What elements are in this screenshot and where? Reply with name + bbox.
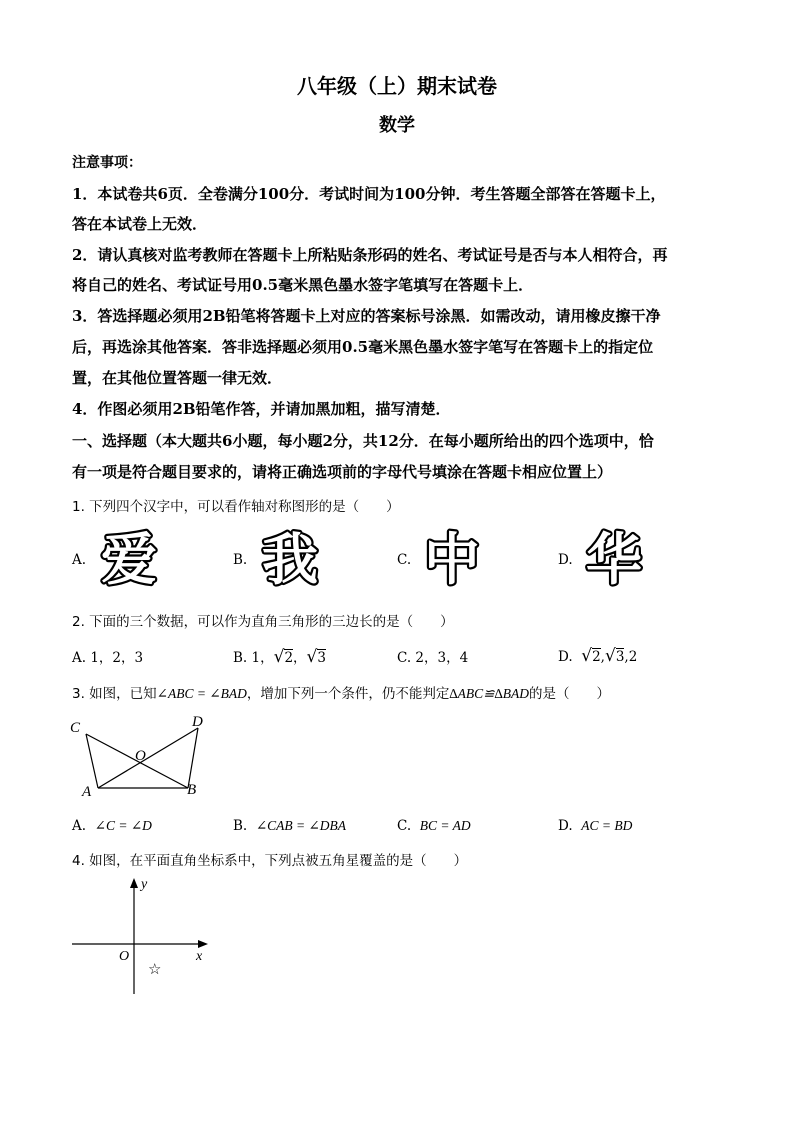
q3-option-b	[233, 818, 346, 834]
glyph-outline: 我	[262, 530, 318, 590]
q1-option-a-character	[93, 528, 165, 590]
option-formula: BC = AD	[419, 818, 471, 833]
q1-option-b-label: B.	[233, 552, 248, 568]
exam-title: 八年级（上）期末试卷	[297, 74, 497, 98]
segment-bd	[188, 728, 198, 788]
q2-option-a: A. 1，2，3	[72, 650, 144, 666]
q3-stem-formula: ∠ABC = ∠BAD	[156, 686, 247, 701]
y-axis-arrow	[130, 878, 138, 888]
option-label: A.	[72, 818, 87, 834]
q2-option-c: C. 2，3，4	[397, 650, 469, 666]
q1-option-d-character	[578, 528, 650, 590]
q1-option-a-label: A.	[72, 552, 87, 568]
notes-line: 答在本试卷上无效．	[72, 215, 208, 233]
notes-line: 将自己的姓名、考试证号用0.5毫米黑色墨水签字笔填写在答题卡上．	[72, 276, 534, 294]
q4-stem: 4. 如图，在平面直角坐标系中，下列点被五角星覆盖的是（ ）	[72, 853, 468, 869]
q3-option-d	[558, 818, 632, 834]
notes-line: 置，在其他位置答题一律无效．	[72, 369, 283, 387]
q1-option-c-label: C.	[397, 552, 412, 568]
q3-stem-formula: ∆ABC≌∆BAD	[449, 686, 529, 701]
glyph-outline: 爱	[101, 530, 157, 590]
sqrt-sign: √	[306, 647, 318, 667]
glyph-outline: 华	[586, 530, 642, 590]
option-formula: ∠CAB = ∠DBA	[255, 818, 347, 833]
q2-option-d	[558, 646, 637, 666]
q2-option-d-tail: ,2	[624, 649, 638, 665]
radicand: 3	[317, 650, 326, 666]
notes-line: 后，再选涂其他答案．答非选择题必须用0.5毫米黑色墨水签字笔写在答题卡上的指定位	[72, 338, 654, 356]
separator: ，	[293, 650, 307, 666]
glyph-outline: 中	[424, 530, 480, 590]
q3-stem	[72, 682, 610, 702]
x-axis-label: x	[196, 949, 203, 964]
origin-label: O	[119, 949, 130, 964]
q2-option-b-prefix: B. 1，	[233, 650, 274, 666]
label-d: D	[192, 714, 203, 730]
q2-option-b	[233, 646, 326, 667]
option-label: C.	[397, 818, 412, 834]
section-heading: 一、选择题（本大题共6小题，每小题2分，共12分．在每小题所给出的四个选项中，恰	[72, 432, 654, 450]
label-c: C	[70, 720, 81, 736]
q3-figure	[68, 710, 218, 802]
notes-line: 4．作图必须用2B铅笔作答，并请加黑加粗，描写清楚．	[72, 400, 451, 418]
option-label: D.	[558, 818, 573, 834]
notes-heading: 注意事项：	[72, 155, 142, 171]
q2-option-d-label: D.	[558, 649, 573, 665]
radicand: 2	[284, 650, 294, 666]
q3-stem-middle: ，增加下列一个条件，仍不能判定	[246, 686, 450, 702]
option-label: B.	[233, 818, 248, 834]
q3-option-a	[72, 818, 152, 834]
q1-option-c-character	[416, 528, 488, 590]
notes-line: 3．答选择题必须用2B铅笔将答题卡上对应的答案标号涂黑．如需改动，请用橡皮擦干净	[72, 307, 661, 325]
label-b: B	[187, 782, 197, 798]
q3-option-c	[397, 818, 471, 834]
subject-title: 数学	[379, 115, 415, 136]
separator: ,	[600, 649, 605, 665]
label-a: A	[82, 784, 92, 800]
q1-stem: 1. 下列四个汉字中，可以看作轴对称图形的是（ ）	[72, 499, 400, 515]
option-formula: AC = BD	[581, 818, 633, 833]
label-o: O	[135, 748, 146, 764]
segment-ad	[98, 728, 198, 788]
sqrt-sign: √	[581, 646, 593, 666]
option-formula: ∠C = ∠D	[94, 818, 152, 833]
notes-line: 1．本试卷共6页．全卷满分100分．考试时间为100分钟．考生答题全部答在答题卡上，	[72, 185, 666, 203]
q1-option-d-label: D.	[558, 552, 573, 568]
x-axis-arrow	[198, 940, 208, 948]
segment-ca	[86, 734, 98, 788]
sqrt-sign: √	[273, 647, 285, 667]
q3-stem-suffix: 的是（ ）	[528, 686, 610, 702]
q2-stem: 2. 下面的三个数据，可以作为直角三角形的三边长的是（ ）	[72, 614, 454, 630]
q4-coordinate-figure	[68, 874, 218, 1000]
q3-stem-prefix: 3. 如图，已知	[72, 686, 157, 702]
notes-line: 2．请认真核对监考教师在答题卡上所粘贴条形码的姓名、考试证号是否与本人相符合，再	[72, 246, 668, 264]
star-icon: ☆	[148, 962, 162, 978]
radicand: 3	[615, 649, 625, 665]
section-heading: 有一项是符合题目要求的，请将正确选项前的字母代号填涂在答题卡相应位置上）	[72, 463, 613, 481]
q1-option-b-character	[254, 528, 326, 590]
y-axis-label: y	[141, 877, 148, 892]
sqrt-sign: √	[604, 646, 616, 666]
radicand: 2	[592, 649, 601, 665]
